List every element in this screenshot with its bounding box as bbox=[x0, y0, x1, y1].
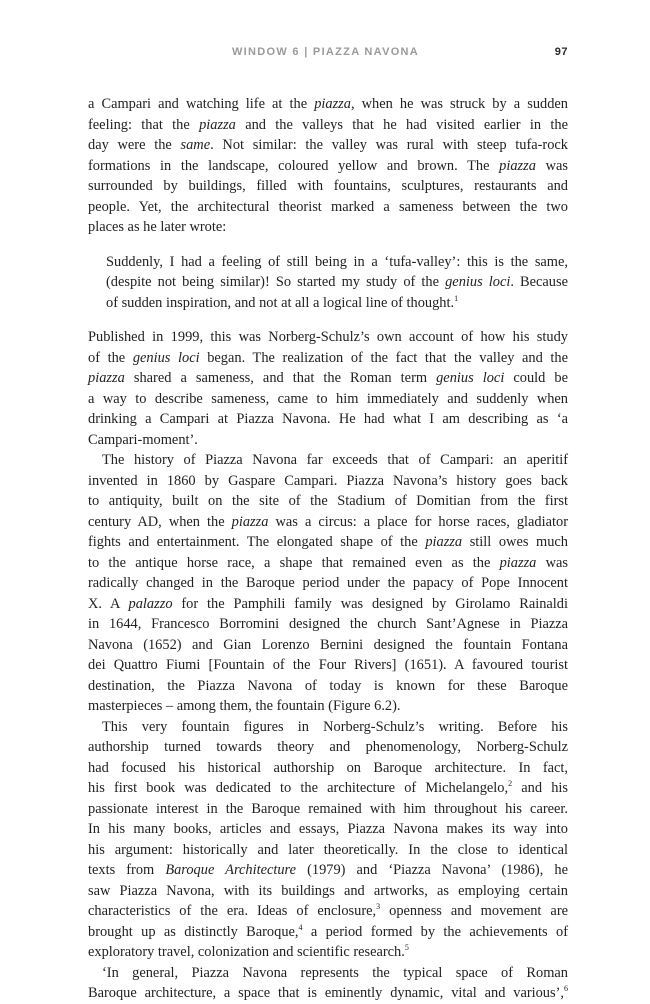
text-run: masterpieces – among them, the fountain (Figure 6.2). bbox=[88, 698, 401, 714]
text-run: in 1644, Francesco Borromini designed the church Sant’Agnese in Piazza bbox=[88, 616, 568, 632]
italic-text: genius loci bbox=[436, 370, 505, 386]
text-line bbox=[88, 573, 568, 594]
text-line bbox=[88, 819, 568, 840]
text-run: surrounded by buildings, filled with fountains, sculptures, restaurants and bbox=[88, 178, 568, 194]
text-run: dei Quattro Fiumi [Fountain of the Four Rivers] (1651). A favoured tourist bbox=[88, 657, 568, 673]
text-line bbox=[88, 293, 568, 314]
italic-text: piazza bbox=[231, 513, 269, 530]
text-run: Navona (1652) and Gian Lorenzo Bernini designed the fountain Fontana bbox=[88, 636, 568, 653]
text-run: shared a sameness, and that the Roman term bbox=[124, 370, 437, 386]
text-run: ‘In general, Piazza Navona represents the typical space of Roman bbox=[102, 964, 568, 981]
italic-text: same bbox=[180, 137, 211, 153]
text-run: Suddenly, I had a feeling of still being in a ‘tufa-valley’: this is the same, bbox=[106, 253, 568, 270]
text-run: and his bbox=[512, 780, 568, 796]
text-line bbox=[88, 430, 568, 451]
text-line bbox=[88, 368, 568, 389]
text-line bbox=[88, 553, 568, 574]
text-run: . Not similar: the valley was rural with steep tufa-rock bbox=[210, 137, 568, 153]
text-line bbox=[88, 840, 568, 861]
text-line bbox=[88, 594, 568, 615]
italic-text: Baroque Architecture bbox=[165, 862, 297, 878]
block-quote bbox=[88, 252, 568, 314]
italic-text: piazza bbox=[499, 554, 537, 571]
italic-text: genius loci bbox=[132, 349, 200, 366]
text-line bbox=[88, 512, 568, 533]
text-run: a Campari and watching life at the bbox=[88, 96, 315, 112]
text-line bbox=[88, 471, 568, 492]
text-line bbox=[88, 901, 568, 922]
text-run: In his many books, articles and essays, Piazza Navona makes its way into bbox=[88, 821, 568, 837]
text-run: Campari-moment’. bbox=[88, 431, 198, 448]
text-run: texts from bbox=[88, 862, 166, 878]
text-run: and the valleys that he had visited earlier in the bbox=[235, 116, 569, 133]
text-run: fights and entertainment. The elongated shape of the bbox=[88, 534, 426, 550]
running-head bbox=[88, 46, 568, 62]
text-line bbox=[88, 156, 568, 177]
footnote-marker: 5 bbox=[404, 943, 409, 952]
text-run: saw Piazza Navona, with its buildings and artworks, as employing certain bbox=[88, 882, 568, 899]
text-run: had focused his historical authorship on Baroque architecture. In fact, bbox=[88, 759, 568, 776]
footnote-marker: 2 bbox=[508, 779, 513, 788]
text-line bbox=[88, 532, 568, 553]
text-run: formations in the landscape, coloured yellow and brown. The bbox=[88, 157, 500, 174]
text-line bbox=[88, 491, 568, 512]
text-line bbox=[88, 115, 568, 136]
text-run: (despite not being similar)! So started my study of the bbox=[106, 274, 446, 290]
text-run: exploratory travel, colonization and scientific research. bbox=[88, 944, 405, 960]
text-line bbox=[88, 799, 568, 820]
text-line bbox=[88, 676, 568, 697]
text-line bbox=[88, 696, 568, 717]
text-run: still owes much bbox=[462, 534, 568, 550]
text-line bbox=[88, 737, 568, 758]
text-line bbox=[88, 135, 568, 156]
text-line bbox=[88, 450, 568, 471]
footnote-marker: 1 bbox=[454, 293, 459, 303]
italic-text: genius loci bbox=[445, 274, 511, 290]
running-title: WINDOW 6 | PIAZZA NAVONA bbox=[232, 46, 420, 58]
italic-text: piazza bbox=[314, 96, 351, 112]
text-line bbox=[88, 389, 568, 410]
text-run: was a circus: a place for horse races, gladiator bbox=[268, 513, 568, 530]
text-run: his first book was dedicated to the architecture of Michelangelo, bbox=[88, 780, 509, 796]
text-run: X. A bbox=[88, 595, 129, 612]
italic-text: piazza bbox=[499, 157, 536, 174]
italic-text: palazzo bbox=[128, 595, 173, 612]
text-line bbox=[88, 197, 568, 218]
text-run: Published in 1999, this was Norberg-Schulz’s own account of how his study bbox=[88, 329, 568, 345]
text-line bbox=[88, 94, 568, 115]
text-run: authorship turned towards theory and phenomenology, Norberg-Schulz bbox=[88, 739, 568, 755]
text-run: openness and movement are bbox=[380, 903, 568, 919]
text-line bbox=[88, 176, 568, 197]
text-line bbox=[88, 252, 568, 273]
text-run: was bbox=[536, 554, 568, 571]
text-run: a period formed by the achievements of bbox=[302, 923, 568, 940]
italic-text: piazza bbox=[199, 116, 236, 133]
text-run: passionate interest in the Baroque remained with him throughout his career. bbox=[88, 800, 568, 817]
text-run: radically changed in the Baroque period under the papacy of Pope Innocent bbox=[88, 575, 568, 591]
text-line bbox=[88, 327, 568, 348]
text-run: century AD, when the bbox=[88, 513, 232, 530]
paragraph bbox=[88, 94, 568, 238]
text-run: for the Pamphili family was designed by Girolamo Rainaldi bbox=[172, 595, 569, 612]
text-line bbox=[88, 758, 568, 779]
text-run: to the antique horse race, a shape that remained even as the bbox=[88, 554, 500, 571]
body-text bbox=[88, 94, 568, 1004]
text-run: . Because bbox=[510, 274, 568, 290]
page-number: 97 bbox=[554, 46, 568, 58]
text-line bbox=[88, 860, 568, 881]
text-run: , when he was struck by a sudden bbox=[350, 96, 568, 112]
text-run: Baroque architecture, a space that is eminently dynamic, vital and various’, bbox=[88, 985, 564, 1001]
text-line bbox=[88, 922, 568, 943]
footnote-marker: 6 bbox=[564, 984, 568, 993]
text-run: drinking a Campari at Piazza Navona. He had what I am describing as ‘a bbox=[88, 411, 568, 427]
text-run: invented in 1860 by Gaspare Campari. Piazza Navona’s history goes back bbox=[88, 472, 568, 489]
italic-text: piazza bbox=[425, 534, 463, 550]
block-spacer bbox=[88, 238, 568, 252]
text-line bbox=[88, 778, 568, 799]
text-line bbox=[88, 655, 568, 676]
block-spacer bbox=[88, 313, 568, 327]
text-run: feeling: that the bbox=[88, 116, 200, 133]
text-run: characteristics of the era. Ideas of enclosure, bbox=[88, 903, 377, 919]
text-run: of the bbox=[88, 349, 133, 366]
text-run: of sudden inspiration, and not at all a logical line of thought. bbox=[106, 294, 455, 311]
text-line bbox=[88, 635, 568, 656]
footnote-marker: 3 bbox=[376, 902, 381, 911]
text-run: brought up as distinctly Baroque, bbox=[88, 923, 299, 940]
text-line bbox=[88, 717, 568, 738]
text-run: day were the bbox=[88, 137, 181, 153]
text-line bbox=[88, 942, 568, 963]
text-line bbox=[88, 348, 568, 369]
text-run: his argument: historically and later theoretically. In the close to identical bbox=[88, 841, 568, 858]
text-line bbox=[88, 272, 568, 293]
paragraph bbox=[88, 327, 568, 1004]
text-run: was bbox=[535, 157, 568, 174]
text-line bbox=[88, 614, 568, 635]
text-line bbox=[88, 881, 568, 902]
text-line bbox=[88, 409, 568, 430]
text-run: a way to describe sameness, came to him immediately and suddenly when bbox=[88, 390, 568, 407]
text-run: places as he later wrote: bbox=[88, 219, 227, 235]
text-line bbox=[88, 983, 568, 1004]
text-run: The history of Piazza Navona far exceeds that of Campari: an aperitif bbox=[102, 452, 568, 468]
text-line bbox=[88, 217, 568, 238]
text-run: (1979) and ‘Piazza Navona’ (1986), he bbox=[296, 862, 568, 878]
italic-text: piazza bbox=[88, 370, 125, 386]
footnote-marker: 4 bbox=[298, 922, 303, 932]
text-run: to antiquity, built on the site of the Stadium of Domitian from the first bbox=[88, 493, 568, 509]
text-line bbox=[88, 963, 568, 984]
text-run: began. The realization of the fact that the valley and the bbox=[199, 349, 569, 366]
text-run: people. Yet, the architectural theorist marked a sameness between the two bbox=[88, 198, 568, 215]
text-run: destination, the Piazza Navona of today is known for these Baroque bbox=[88, 677, 568, 694]
text-run: could be bbox=[504, 370, 569, 386]
text-run: This very fountain figures in Norberg-Schulz’s writing. Before his bbox=[102, 718, 568, 735]
